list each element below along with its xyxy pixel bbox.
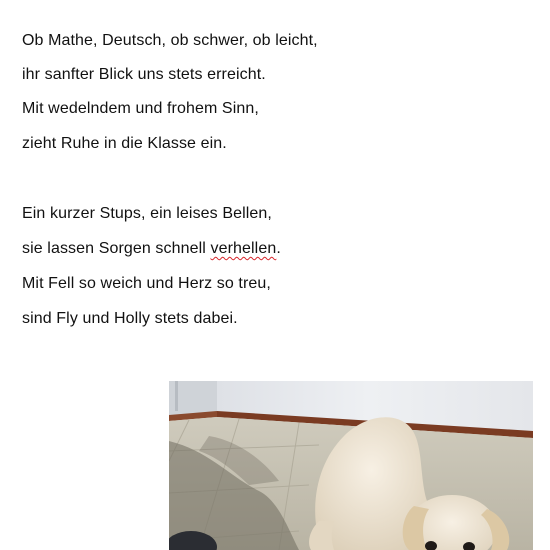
poem-line: sind Fly und Holly stets dabei. <box>22 310 238 327</box>
poem-line: Ob Mathe, Deutsch, ob schwer, ob leicht, <box>22 32 318 49</box>
poem-line-punctuation: . <box>276 240 281 257</box>
dog-photo-drawing <box>169 381 533 550</box>
poem-line: Mit wedelndem und frohem Sinn, <box>22 100 259 117</box>
misspelled-word[interactable]: verhellen <box>210 240 277 257</box>
poem-line-text: sie lassen Sorgen schnell <box>22 240 211 257</box>
dog-photo[interactable] <box>169 381 533 550</box>
poem-line: Ein kurzer Stups, ein leises Bellen, <box>22 205 272 222</box>
poem-line: zieht Ruhe in die Klasse ein. <box>22 135 227 152</box>
poem-line <box>22 239 281 259</box>
poem-line: ihr sanfter Blick uns stets erreicht. <box>22 66 266 83</box>
window-edge <box>175 381 178 411</box>
poem-line: Mit Fell so weich und Herz so treu, <box>22 275 271 292</box>
